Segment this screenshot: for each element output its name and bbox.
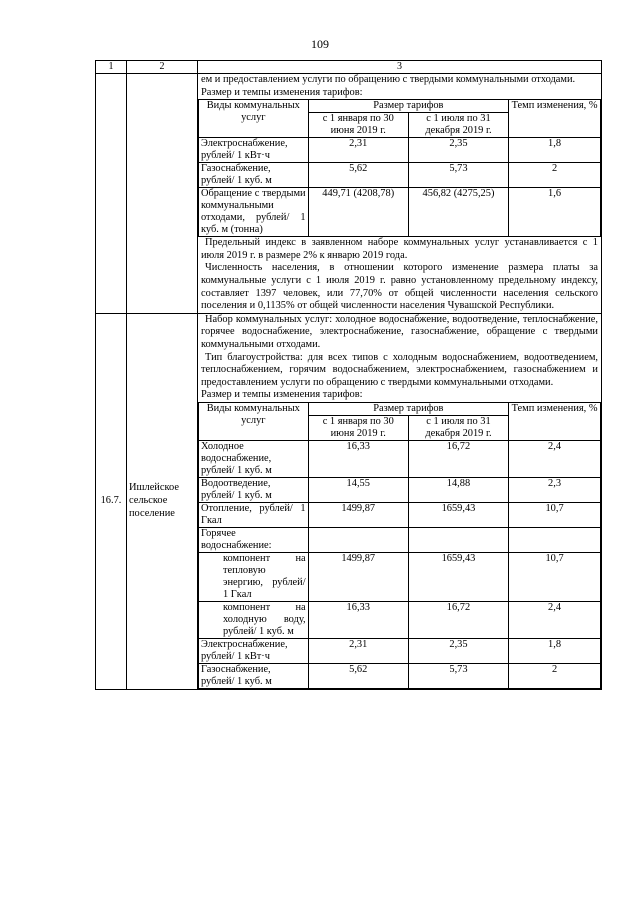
- table-row: [199, 527, 601, 552]
- head-period-2: с 1 июля по 31 декабря 2019 г.: [408, 113, 508, 138]
- tariff-value-2: 16,72: [408, 601, 508, 638]
- table-row: [199, 163, 601, 188]
- tariffs-title: Размер и темпы изменения тарифов:: [201, 86, 363, 98]
- table-row: [199, 502, 601, 527]
- empty-cell: [408, 527, 508, 552]
- service-kind: Газоснабжение, рублей/ 1 куб. м: [199, 663, 309, 688]
- row-number: 16.7.: [96, 313, 127, 689]
- settlement-details-cell: [198, 313, 602, 689]
- main-table: [95, 60, 602, 690]
- empty-cell: [509, 527, 601, 552]
- tariff-value-1: 16,33: [308, 601, 408, 638]
- table-row: [199, 477, 601, 502]
- tariff-value-2: 1659,43: [408, 552, 508, 601]
- tariff-value-1: 2,31: [308, 138, 408, 163]
- service-kind: Электроснабжение, рублей/ 1 кВт·ч: [199, 638, 309, 663]
- empty-cell: [308, 527, 408, 552]
- table-row: [199, 138, 601, 163]
- service-kind: Горячее водоснабжение:: [199, 527, 309, 552]
- head-period-1: с 1 января по 30 июня 2019 г.: [308, 113, 408, 138]
- tariff-value-1: 1499,87: [308, 502, 408, 527]
- tariff-value-2: 456,82 (4275,25): [408, 188, 508, 237]
- tariff-value-2: 1659,43: [408, 502, 508, 527]
- service-kind: Холодное водоснабжение, рублей/ 1 куб. м: [199, 440, 309, 477]
- improvement-text: Тип благоустройства: для всех типов с холодным водоснабжением, водоотведением, теплоснабжением, горячим водоснабжением, электроснабжением, газоснабжением и предоставлением услуги по обращению с твердыми коммунальными отходами.: [201, 351, 598, 388]
- service-kind: Электроснабжение, рублей/ 1 кВт·ч: [199, 138, 309, 163]
- rate-value: 1,6: [509, 188, 601, 237]
- column-number-2: 2: [127, 61, 198, 74]
- tariff-value-2: 5,73: [408, 663, 508, 688]
- tariff-value-2: 2,35: [408, 638, 508, 663]
- rate-value: 2,4: [509, 601, 601, 638]
- rate-value: 10,7: [509, 552, 601, 601]
- services-text: Набор коммунальных услуг: холодное водоснабжение, водоотведение, теплоснабжение, горячее водоснабжение, электроснабжение, газоснабжение, обращение с твердыми коммунальными отходами.: [201, 313, 598, 350]
- tariff-value-1: 5,62: [308, 163, 408, 188]
- column-number-row: [96, 61, 602, 74]
- tariff-value-1: 14,55: [308, 477, 408, 502]
- row-number-cell: [96, 74, 127, 314]
- column-number-3: 3: [198, 61, 602, 74]
- tariff-value-2: 5,73: [408, 163, 508, 188]
- tariff-table: [198, 402, 601, 689]
- service-component: компонент на тепловую энергию, рублей/ 1 Гкал: [199, 552, 309, 601]
- column-number-1: 1: [96, 61, 127, 74]
- tariff-value-1: 5,62: [308, 663, 408, 688]
- rate-value: 2,3: [509, 477, 601, 502]
- head-kind: Виды коммунальных услуг: [199, 402, 309, 440]
- intro-text: ем и предоставлением услуги по обращению с твердыми коммунальными отходами.: [201, 74, 576, 85]
- table-row: [199, 638, 601, 663]
- tariff-value-2: 16,72: [408, 440, 508, 477]
- service-kind: Отопление, рублей/ 1 Гкал: [199, 502, 309, 527]
- page-number: 109: [311, 37, 329, 51]
- population-text: Численность населения, в отношении которого изменение размера платы за коммунальные услуги с 1 июля 2019 г. равно установленному предельному индексу, составляет 1397 человек, или 77,70% от общей численности населения сельского поселения и 0,1135% от общей численности населения Чувашской Республики.: [201, 262, 598, 312]
- tariff-value-1: 1499,87: [308, 552, 408, 601]
- rate-value: 2,4: [509, 440, 601, 477]
- service-kind: Обращение с твердыми коммунальными отходами, рублей/ 1 куб. м (тонна): [199, 188, 309, 237]
- table-row: [199, 601, 601, 638]
- table-row: [199, 440, 601, 477]
- service-kind: Газоснабжение, рублей/ 1 куб. м: [199, 163, 309, 188]
- table-row: [199, 552, 601, 601]
- tariff-value-1: 16,33: [308, 440, 408, 477]
- tariff-value-2: 2,35: [408, 138, 508, 163]
- settlement-row: [96, 313, 602, 689]
- service-component: компонент на холодную воду, рублей/ 1 куб. м: [199, 601, 309, 638]
- settlement-name: Ишлейское сельское поселение: [127, 313, 198, 689]
- rate-value: 1,8: [509, 638, 601, 663]
- head-size: Размер тарифов: [308, 100, 508, 113]
- settlement-details-cell: [198, 74, 602, 314]
- tariff-value-2: 14,88: [408, 477, 508, 502]
- head-kind: Виды коммунальных услуг: [199, 100, 309, 138]
- head-rate: Темп изменения, %: [509, 100, 601, 138]
- head-rate: Темп изменения, %: [509, 402, 601, 440]
- rate-value: 1,8: [509, 138, 601, 163]
- head-period-2: с 1 июля по 31 декабря 2019 г.: [408, 415, 508, 440]
- rate-value: 2: [509, 163, 601, 188]
- table-row: [199, 663, 601, 688]
- tariff-value-1: 449,71 (4208,78): [308, 188, 408, 237]
- tariff-table: [198, 99, 601, 237]
- tariffs-title: Размер и темпы изменения тарифов:: [201, 389, 363, 401]
- settlement-row-continued: [96, 74, 602, 314]
- settlement-name-cell: [127, 74, 198, 314]
- table-row: [199, 188, 601, 237]
- rate-value: 2: [509, 663, 601, 688]
- tariff-table-head: [199, 402, 601, 415]
- service-kind: Водоотведение, рублей/ 1 куб. м: [199, 477, 309, 502]
- limit-index-text: Предельный индекс в заявленном наборе коммунальных услуг устанавливается с 1 июля 2019 г. в размере 2% к январю 2019 года.: [201, 237, 598, 261]
- head-period-1: с 1 января по 30 июня 2019 г.: [308, 415, 408, 440]
- rate-value: 10,7: [509, 502, 601, 527]
- tariff-table-head: [199, 100, 601, 113]
- head-size: Размер тарифов: [308, 402, 508, 415]
- tariff-value-1: 2,31: [308, 638, 408, 663]
